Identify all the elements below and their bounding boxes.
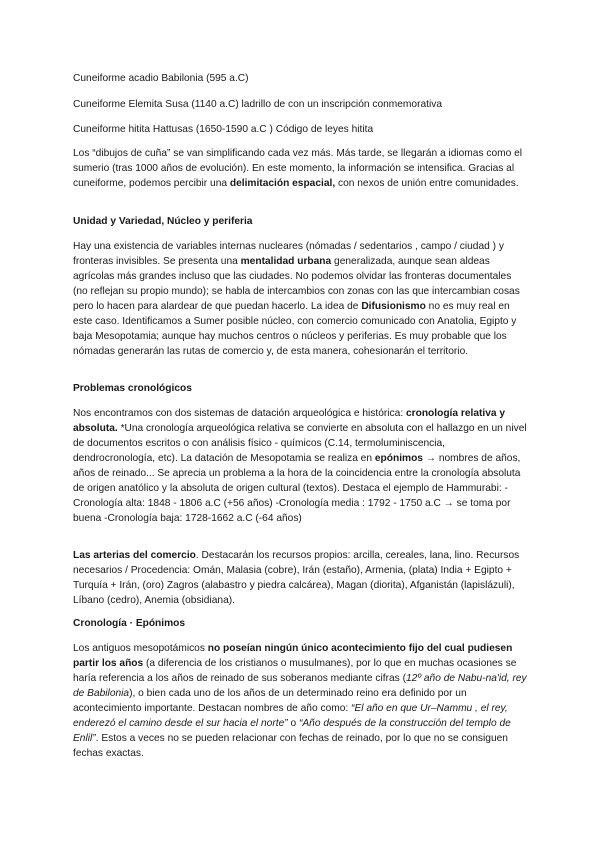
section-heading-problemas: Problemas cronológicos	[73, 383, 192, 394]
section1-text-2: generalizada, aunque sean aldeas agrícolas más grandes incluso que las ciudades. No podemos olvidar las fronteras documentales (no reflejan su propio mundo); se habla de intercambios con zonas con las que intercambian cosas pero lo hacen para alardear de que puedan hacerlo. La idea de	[73, 256, 520, 312]
section3-italic-2: “El año en que Ur–Nammu , el rey, enderezó el camino desde el sur hacia el norte”	[73, 703, 508, 729]
section3-text-3: ), o bien cada uno de los años de un determinado reino era definido por un acontecimiento importante. Destacan nombres de año como:	[73, 688, 467, 714]
section2-paragraph	[73, 406, 528, 526]
section1-text-1: Hay una existencia de variables internas nucleares (nómadas / sedentarios , campo / ciudad ) y fronteras invisibles. Se presenta una	[73, 241, 504, 267]
section2-text-1: Nos encontramos con dos sistemas de datación arqueológica e histórica:	[73, 408, 406, 419]
section3-italic-3: “Año después de la construcción del templo de Enlil”	[73, 718, 511, 744]
section3-text-1: Los antiguos mesopotámicos	[73, 643, 208, 654]
intro-text-1: Los “dibujos de cuña” se van simplificando cada vez más. Más tarde, se llegarán a idiomas como el sumerio (tras 1000 años de evolución). En este momento, la información se intensifica. Gracias al cuneiforme, podemos percibir una	[73, 148, 523, 189]
section1-bold-2: Difusionismo	[361, 301, 426, 312]
section3-bold-1: no poseían ningún único acontecimiento fijo del cual pudiesen partir los años	[73, 643, 513, 669]
intro-bold-1: delimitación espacial,	[229, 178, 336, 189]
section2-text-3: → nombres de años, años de reinado... Se aprecia un problema a la hora de la coincidencia entre la cronología absoluta de origen anatólico y la absoluta de origen cultural (textos). Destaca el ejemplo de Hammurabi: -Cronología alta: 1848 - 1806 a.C (+56 años) -Cronología media : 1792 - 1750 a.C → se toma por buena -Cronología baja: 1728-1662 a.C (-64 años)	[73, 453, 521, 524]
section3-italic-1: 12º año de Nabu-na'id, rey de Babilonia	[73, 673, 527, 699]
commerce-paragraph	[73, 548, 528, 608]
section-heading-cronologia: Cronología · Epónimos	[73, 618, 186, 629]
section2-bold-2: epónimos	[374, 453, 423, 464]
section-heading-unidad: Unidad y Variedad, Núcleo y periferia	[73, 216, 253, 227]
section2-text-2: *Una cronología arqueológica relativa se convierte en absoluta con el hallazgo en un nivel de documentos escritos o con análisis físico - químicos (C.14, termoluminiscencia, dendrocronología, etc). La datación de Mesopotamia se realiza en	[73, 423, 527, 464]
section3-paragraph	[73, 641, 528, 761]
caption-acadio: Cuneiforme acadio Babilonia (595 a.C)	[73, 73, 249, 84]
commerce-text-1: . Destacarán los recursos propios: arcilla, cereales, lana, lino. Recursos necesarios / Procedencia: Omán, Malasia (cobre), Irán (estaño), Armenia, (plata) India + Egipto + Turquía + Irán, (oro) Zagros (alabastro y piedra calcárea), Magan (diorita), Afganistán (lapislázuli), Líbano (cedro), Anemia (obsidiana).	[73, 550, 520, 606]
intro-text-2: con nexos de unión entre comunidades.	[335, 178, 519, 189]
section3-text-5: . Estos a veces no se pueden relacionar con fechas de reinado, por lo que no se consiguen fechas exactas.	[73, 733, 508, 759]
section1-bold-1: mentalidad urbana	[240, 256, 332, 267]
section2-bold-1: cronología relativa y absoluta.	[73, 408, 506, 434]
intro-paragraph	[73, 146, 528, 191]
caption-hitita: Cuneiforme hitita Hattusas (1650-1590 a.C ) Código de leyes hitita	[73, 124, 374, 135]
section1-text-3: no es muy real en este caso. Identificamos a Sumer posible núcleo, con comercio comunicado con Anatolia, Egipto y baja Mesopotamia; aunque hay muchos centros o núcleos y periferias. Es muy probable que los nómadas generarán las rutas de comercio y, de esta manera, cohesionarán el territorio.	[73, 301, 517, 357]
caption-elemita: Cuneiforme Elemita Susa (1140 a.C) ladrillo de con un inscripción conmemorativa	[73, 99, 442, 110]
commerce-bold-1: Las arterias del comercio	[73, 550, 196, 561]
section1-paragraph	[73, 239, 528, 359]
section3-text-4: o	[287, 718, 299, 729]
section3-text-2: (a diferencia de los cristianos o musulmanes), por lo que en muchas ocasiones se haría referencia a los años de reinado de sus soberanos mediante cifras (	[73, 658, 517, 684]
